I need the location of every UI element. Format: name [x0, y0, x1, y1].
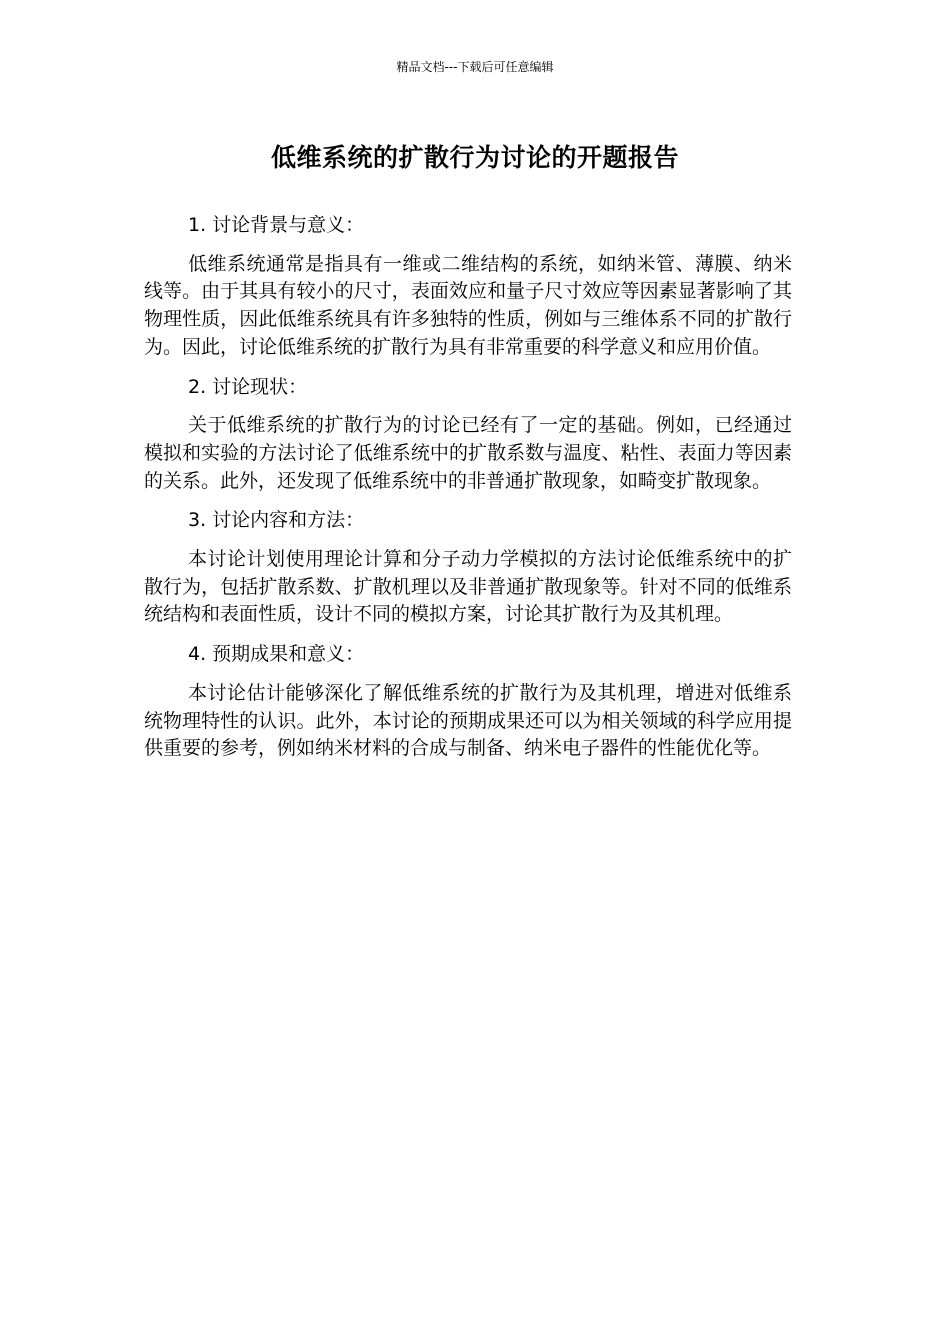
document-title: 低维系统的扩散行为讨论的开题报告 — [270, 143, 679, 172]
section-heading-status: 2. 讨论现状： — [188, 375, 308, 398]
section-heading-background: 1. 讨论背景与意义： — [188, 214, 365, 236]
section-heading-methods: 3. 讨论内容和方法： — [188, 509, 365, 532]
header-note: 精品文档---下载后可任意编辑 — [396, 60, 554, 74]
section-body-status: 关于低维系统的扩散行为的讨论已经有了一定的基础。例如，已经通过模拟和实验的方法讨论了低维系统中的扩散系数与温度、粘性、表面力等因素的关系。此外，还发现了低维系统中的非普通扩散现象，如畸变扩散现象。 — [144, 414, 792, 492]
document-body — [144, 212, 792, 763]
section-body-outcomes: 本讨论估计能够深化了解低维系统的扩散行为及其机理，增进对低维系统物理特性的认识。此外，本讨论的预期成果还可以为相关领域的科学应用提供重要的参考，例如纳米材料的合成与制备、纳米电子器件的性能优化等。 — [144, 681, 792, 760]
section-heading-outcomes: 4. 预期成果和意义： — [188, 643, 365, 666]
section-body-methods: 本讨论计划使用理论计算和分子动力学模拟的方法讨论低维系统中的扩散行为，包括扩散系数、扩散机理以及非普通扩散现象等。针对不同的低维系统结构和表面性质，设计不同的模拟方案，讨论其扩散行为及其机理。 — [144, 548, 792, 626]
section-body-background: 低维系统通常是指具有一维或二维结构的系统，如纳米管、薄膜、纳米线等。由于其具有较小的尺寸，表面效应和量子尺寸效应等因素显著影响了其物理性质，因此低维系统具有许多独特的性质，例如与三维体系不同的扩散行为。因此，讨论低维系统的扩散行为具有非常重要的科学意义和应用价值。 — [144, 252, 792, 358]
